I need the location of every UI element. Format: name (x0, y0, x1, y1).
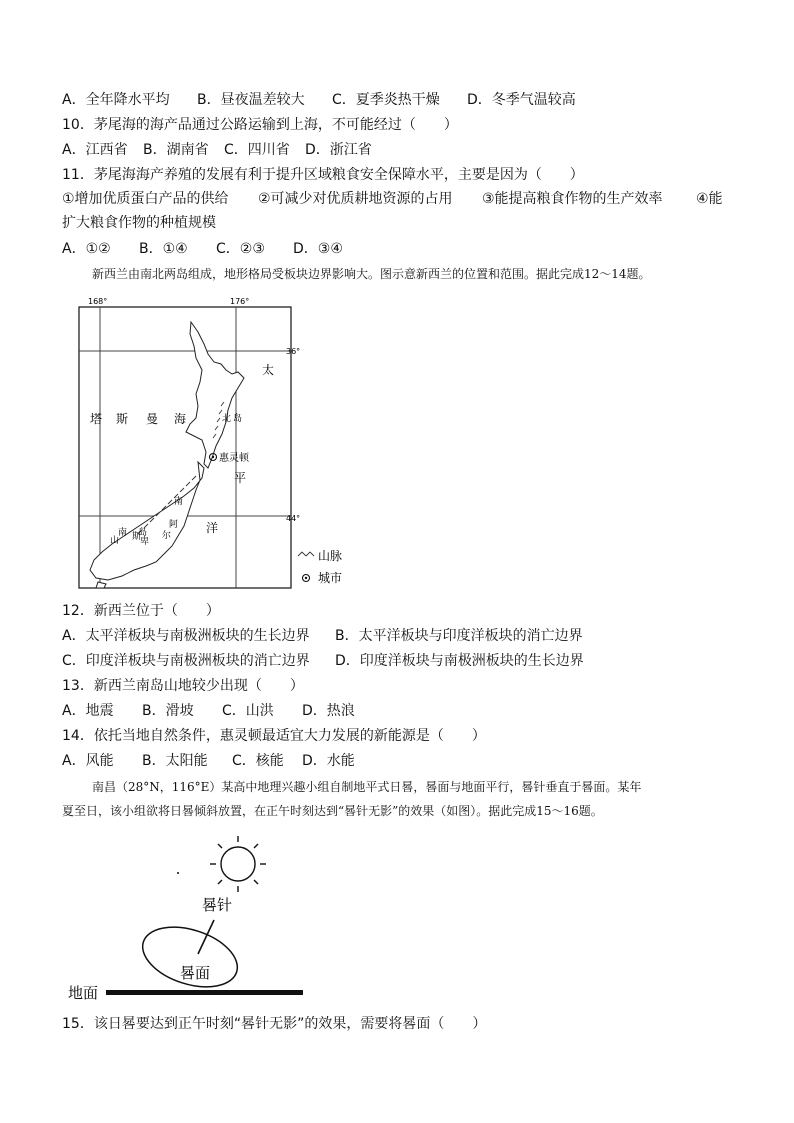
q14-option-d: D．水能 (302, 753, 355, 769)
q10-option-d: D．浙江省 (305, 142, 372, 158)
lat-label-44: 44° (286, 514, 301, 523)
southern-alps-char-1: 南 (174, 497, 184, 507)
legend-mountain-symbol (298, 552, 314, 556)
q11-choice-3: ③能提高粮食作物的生产效率 (482, 191, 663, 207)
legend-city-symbol-dot (305, 577, 307, 579)
q14-stem: 14．依托当地自然条件，惠灵顿最适宜大力发展的新能源是（ ） (62, 728, 486, 744)
q13-option-c: C．山洪 (222, 703, 274, 719)
intro-sundial-line2: 夏至日，该小组欲将日晷倾斜放置，在正午时刻达到“晷针无影”的效果（如图）。据此完成15～16题。 (62, 804, 603, 818)
q12-stem: 12．新西兰位于（ ） (62, 603, 220, 619)
q10-option-a: A．江西省 (62, 142, 128, 158)
north-island-char-2: 岛 (233, 414, 243, 424)
pacific-char-3: 洋 (206, 521, 219, 535)
legend-mountain-label: 山脉 (318, 549, 343, 563)
q11-choice-1: ①增加优质蛋白产品的供给 (62, 191, 229, 207)
q11-options (62, 239, 343, 259)
small-dot (177, 872, 179, 874)
south-island-char-1: 南 (118, 528, 128, 538)
southern-alps-char-5: 斯 (132, 532, 142, 542)
north-island-char-1: 北 (222, 414, 232, 424)
new-zealand-map (76, 292, 366, 592)
ground-line (106, 990, 303, 995)
pacific-char-2: 平 (234, 471, 247, 485)
q10-option-c: C．四川省 (224, 142, 290, 158)
q9-options (62, 90, 576, 110)
tasman-sea-char-4: 海 (174, 412, 187, 426)
lon-label-168: 168° (88, 297, 108, 306)
south-island-char-2: 岛 (138, 528, 148, 538)
lon-label-176: 176° (230, 297, 250, 306)
q12-option-b: B．太平洋板块与印度洋板块的消亡边界 (335, 628, 583, 644)
q11-option-a: A．①② (62, 241, 111, 257)
q9-option-d: D．冬季气温较高 (467, 92, 576, 108)
southern-alps-char-3: 尔 (162, 531, 172, 541)
sundial-face (135, 916, 245, 998)
q12-option-a: A．太平洋板块与南极洲板块的生长边界 (62, 628, 310, 644)
pin-label: 晷针 (202, 896, 233, 914)
q9-option-c: C．夏季炎热干燥 (332, 92, 440, 108)
q9-option-b: B．昼夜温差较大 (197, 92, 305, 108)
q11-choice-2: ②可减少对优质耕地资源的占用 (258, 191, 453, 207)
q14-option-a: A．风能 (62, 753, 114, 769)
southern-alps-char-4: 卑 (140, 537, 150, 547)
q10-stem: 10．茅尾海的海产品通过公路运输到上海，不可能经过（ ） (62, 117, 458, 133)
q11-option-d: D．③④ (293, 241, 343, 257)
q12-option-d: D．印度洋板块与南极洲板块的生长边界 (335, 653, 584, 669)
tasman-sea-char-3: 曼 (146, 412, 159, 426)
q11-option-c: C．②③ (216, 241, 265, 257)
q10-options (62, 140, 372, 160)
ground-label: 地面 (68, 984, 99, 1002)
q12-option-c: C．印度洋板块与南极洲板块的消亡边界 (62, 653, 310, 669)
lat-label-36: 36° (286, 347, 301, 356)
q14-options (62, 751, 355, 771)
southern-alps-char-2: 阿 (169, 520, 179, 530)
q14-option-c: C．核能 (232, 753, 284, 769)
intro-new-zealand: 新西兰由南北两岛组成，地形格局受板块边界影响大。图示意新西兰的位置和范围。据此完成12～14题。 (92, 267, 651, 281)
pacific-char-1: 太 (262, 363, 275, 377)
legend-city-label: 城市 (318, 571, 343, 585)
q11-stem: 11．茅尾海海产养殖的发展有利于提升区域粮食安全保障水平，主要是因为（ ） (62, 167, 584, 183)
q11-choices-line1 (62, 189, 723, 209)
q10-option-b: B．湖南省 (143, 142, 209, 158)
q14-option-b: B．太阳能 (142, 753, 208, 769)
southern-alps-char-6: 山 (110, 536, 120, 546)
sundial-figure (60, 830, 320, 1010)
q12-options-row2 (62, 651, 584, 671)
sun-icon (210, 836, 266, 892)
q13-stem: 13．新西兰南岛山地较少出现（ ） (62, 678, 304, 694)
face-label: 晷面 (180, 964, 211, 982)
q13-option-a: A．地震 (62, 703, 114, 719)
wellington-marker-dot (212, 456, 214, 458)
q13-option-d: D．热浪 (302, 703, 355, 719)
wellington-label: 惠灵顿 (219, 453, 249, 464)
tasman-sea-char-1: 塔 (90, 412, 103, 426)
q11-choices-line2: 扩大粮食作物的种植规模 (62, 215, 216, 231)
q15-stem: 15．该日晷要达到正午时刻“晷针无影”的效果，需要将晷面（ ） (62, 1016, 487, 1032)
intro-sundial-line1: 南昌（28°N，116°E）某高中地理兴趣小组自制地平式日晷，晷面与地面平行，晷针垂直于晷面。某年 (92, 780, 642, 794)
q11-choice-4-start: ④能 (696, 191, 723, 207)
q9-option-a: A．全年降水平均 (62, 92, 170, 108)
tasman-sea-char-2: 斯 (116, 412, 129, 426)
q11-option-b: B．①④ (139, 241, 188, 257)
q13-options (62, 701, 355, 721)
q12-options-row1 (62, 626, 583, 646)
q13-option-b: B．滑坡 (142, 703, 194, 719)
